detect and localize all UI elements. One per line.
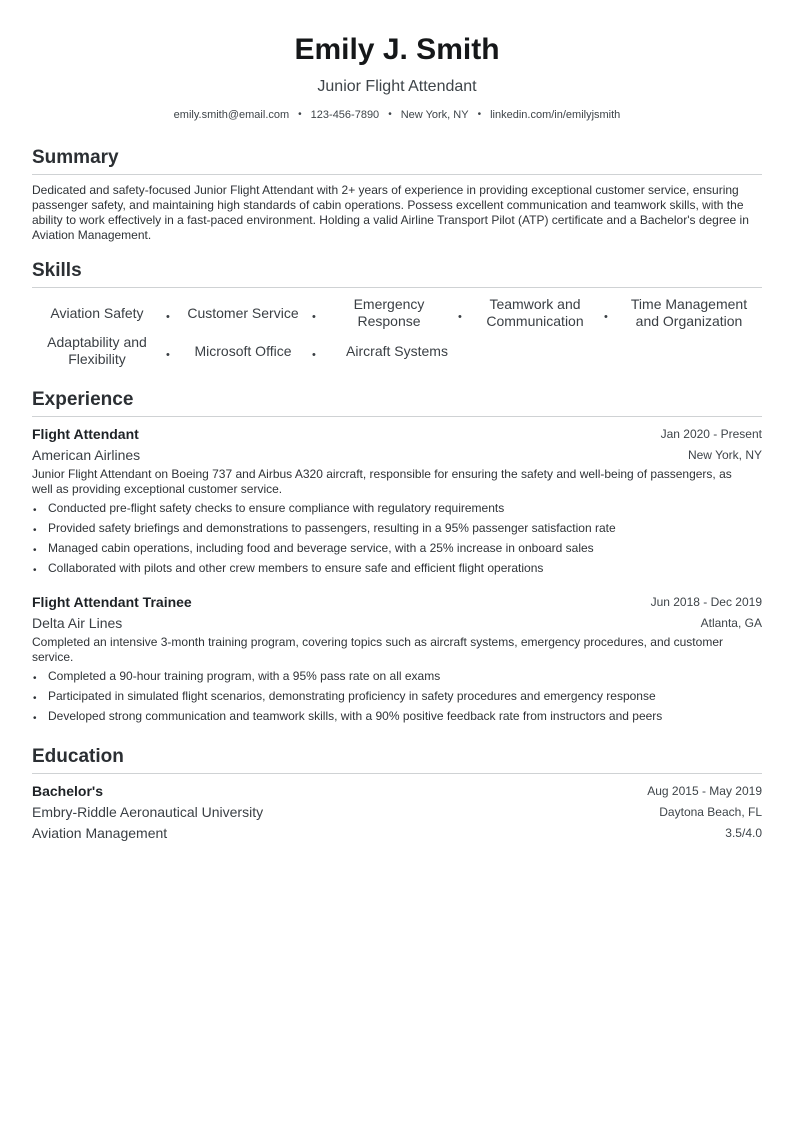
education-dates: Aug 2015 - May 2019 (647, 784, 762, 798)
candidate-name: Emily J. Smith (294, 33, 500, 66)
experience-heading: Experience (32, 389, 134, 410)
education-school-row (32, 803, 762, 821)
list-item: • Participated in simulated flight scenarios, demonstrating proficiency in safety procedures and emergency response (33, 689, 656, 704)
job-role: Flight Attendant (32, 426, 139, 442)
skill-item: Adaptability and Flexibility (47, 334, 147, 367)
job-header (32, 425, 762, 443)
section-divider (32, 416, 762, 417)
education-field: Aviation Management (32, 825, 168, 841)
skill-item: Emergency Response (353, 296, 425, 329)
education-gpa: 3.5/4.0 (725, 826, 762, 840)
separator-dot: • (298, 109, 302, 120)
education-field-row (32, 824, 762, 842)
contact-linkedin[interactable]: linkedin.com/in/emilyjsmith (490, 109, 621, 121)
contact-line (32, 107, 762, 123)
bullet-icon: • (33, 505, 37, 516)
separator-dot: • (312, 311, 316, 323)
education-heading: Education (32, 746, 124, 767)
contact-email[interactable]: emily.smith@email.com (173, 109, 290, 121)
skills-heading: Skills (32, 260, 82, 281)
skill-item: Microsoft Office (194, 343, 292, 359)
separator-dot: • (604, 311, 608, 323)
job-role: Flight Attendant Trainee (32, 594, 192, 610)
skill-item: Customer Service (187, 305, 299, 321)
education-degree: Bachelor's (32, 783, 104, 799)
summary-text: Dedicated and safety-focused Junior Flight Attendant with 2+ years of experience in providing exceptional customer service, ensuring passenger safety, and maintaining high standards of cabin operations. Possess excellent communication and teamwork skills, with the ability to work effectively in a fast-paced environment. Holding a valid Airline Transport Pilot (ATP) certificate and a Bachelor's degree in Aviation Management. (32, 183, 749, 242)
separator-dot: • (166, 349, 170, 361)
list-item: • Managed cabin operations, including food and beverage service, with a 25% increase in onboard sales (33, 541, 594, 556)
skill-item: Teamwork and Communication (486, 296, 584, 329)
job-header (32, 593, 762, 611)
bullet-icon: • (33, 673, 37, 684)
list-item: • Provided safety briefings and demonstrations to passengers, resulting in a 95% passenger satisfaction rate (33, 521, 616, 536)
job-bullets (32, 669, 762, 729)
section-divider (32, 773, 762, 774)
skills-list (32, 296, 762, 368)
bullet-icon: • (33, 545, 37, 556)
job-company: Delta Air Lines (32, 615, 123, 631)
job-company-row (32, 614, 762, 632)
job-bullets (32, 501, 762, 581)
summary-heading: Summary (32, 147, 119, 168)
candidate-title: Junior Flight Attendant (317, 78, 477, 95)
job-company: American Airlines (32, 447, 141, 463)
contact-phone[interactable]: 123-456-7890 (310, 109, 380, 121)
bullet-icon: • (33, 713, 37, 724)
separator-dot: • (477, 109, 482, 120)
skill-item: Time Management and Organization (630, 296, 748, 329)
job-dates: Jun 2018 - Dec 2019 (650, 595, 762, 609)
separator-dot: • (166, 311, 170, 323)
list-item: • Completed a 90-hour training program, with a 95% pass rate on all exams (33, 669, 441, 684)
education-location: Daytona Beach, FL (659, 805, 762, 819)
job-description: Junior Flight Attendant on Boeing 737 and Airbus A320 aircraft, responsible for ensuring the safety and well-being of passengers, as well as providing exceptional customer service. (32, 467, 732, 496)
separator-dot: • (312, 349, 316, 361)
job-description: Completed an intensive 3-month training program, covering topics such as aircraft systems, emergency procedures, and customer service. (32, 635, 723, 664)
education-school: Embry-Riddle Aeronautical University (32, 804, 264, 820)
list-item: • Developed strong communication and teamwork skills, with a 90% positive feedback rate from instructors and peers (33, 709, 663, 724)
skill-item: Aviation Safety (50, 305, 144, 321)
bullet-icon: • (33, 693, 37, 704)
list-item: • Conducted pre-flight safety checks to ensure compliance with regulatory requirements (33, 501, 505, 516)
bullet-icon: • (33, 525, 37, 536)
skill-item: Aircraft Systems (346, 343, 448, 359)
section-divider (32, 174, 762, 175)
separator-dot: • (458, 311, 462, 323)
bullet-icon: • (33, 565, 37, 576)
job-location: Atlanta, GA (700, 616, 762, 630)
list-item: • Collaborated with pilots and other crew members to ensure safe and efficient flight operations (33, 561, 544, 576)
job-dates: Jan 2020 - Present (660, 427, 762, 441)
separator-dot: • (388, 109, 392, 120)
contact-location: New York, NY (400, 109, 469, 121)
education-degree-row (32, 782, 762, 800)
section-divider (32, 287, 762, 288)
job-company-row (32, 446, 762, 464)
job-location: New York, NY (687, 448, 762, 462)
